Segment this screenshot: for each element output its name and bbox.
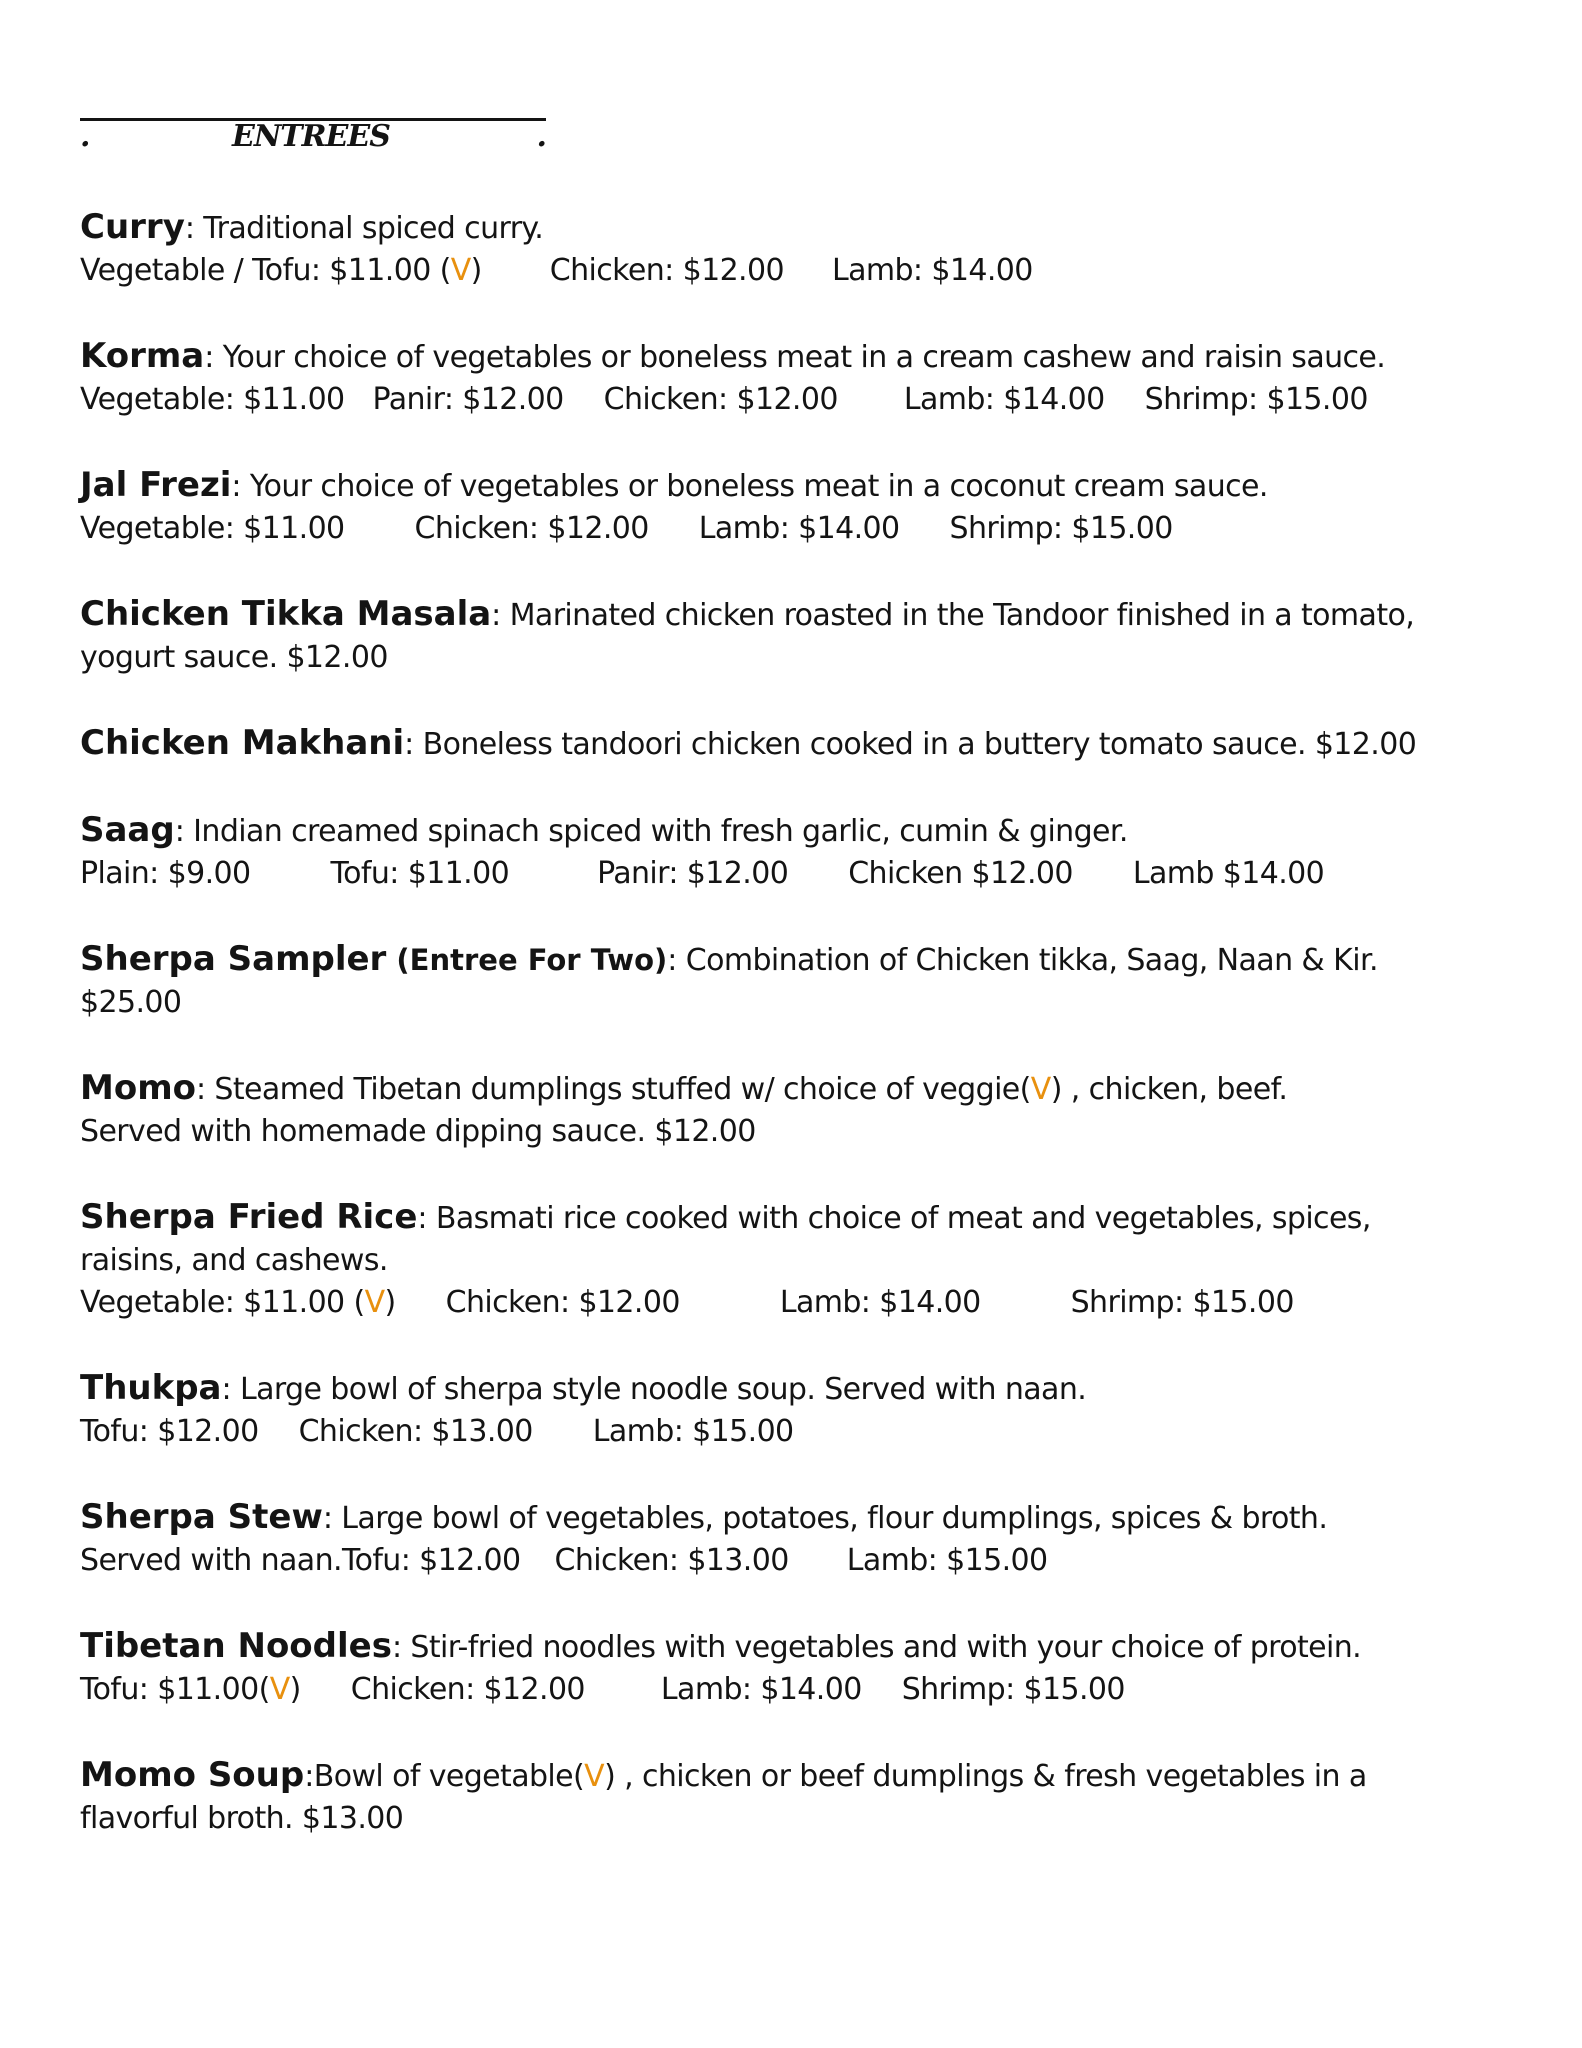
price-option	[597, 853, 788, 895]
item-price-line	[80, 1240, 1520, 1282]
price-text-close: )	[470, 253, 482, 288]
item-name: Saag	[80, 810, 175, 850]
item-description: Marinated chicken roasted in the Tandoor finished in a tomato,	[500, 598, 1415, 633]
item-description: Boneless tandoori chicken cooked in a buttery tomato sauce. $12.00	[413, 727, 1417, 762]
item-name: Chicken Makhani	[80, 723, 405, 763]
item-title-line	[80, 809, 1520, 853]
price-text: Shrimp: $15.00	[901, 1672, 1125, 1707]
price-option	[299, 1411, 533, 1453]
price-text: Lamb: $14.00	[698, 511, 900, 546]
price-option	[780, 1282, 981, 1324]
vegan-marker: V	[269, 1672, 290, 1707]
item-price-line	[80, 1669, 1520, 1711]
item-description-cont: ) , chicken or beef dumplings & fresh vegetables in a	[604, 1759, 1367, 1794]
vegan-marker: V	[450, 253, 471, 288]
item-title-line	[80, 938, 1520, 982]
price-option	[351, 1669, 585, 1711]
item-name: Curry	[80, 207, 185, 247]
item-name: Momo	[80, 1068, 196, 1108]
item-name: Tibetan Noodles	[80, 1626, 392, 1666]
item-price-line	[80, 1540, 1520, 1582]
menu-item	[80, 593, 1520, 679]
price-option	[550, 250, 784, 292]
item-separator: :	[667, 943, 677, 978]
price-option	[1071, 1282, 1294, 1324]
price-text: Tofu: $11.00(	[80, 1672, 270, 1707]
item-note: (Entree For Two)	[386, 943, 668, 977]
price-option	[1133, 853, 1324, 895]
price-text: Lamb: $14.00	[903, 382, 1105, 417]
price-option	[80, 1669, 301, 1711]
price-text: Served with naan.Tofu: $12.00	[80, 1543, 521, 1578]
item-price-line	[80, 982, 1520, 1024]
item-description: Large bowl of vegetables, potatoes, flour dumplings, spices & broth.	[332, 1501, 1328, 1536]
item-separator: :	[204, 340, 214, 375]
price-option	[555, 1540, 789, 1582]
item-name: Chicken Tikka Masala	[80, 594, 492, 634]
item-title-line	[80, 464, 1520, 508]
item-name: Korma	[80, 336, 205, 376]
menu-item	[80, 1067, 1520, 1153]
item-title-line	[80, 1367, 1520, 1411]
item-title-line	[80, 1754, 1520, 1798]
menu-item	[80, 938, 1520, 1024]
menu-item	[80, 722, 1520, 766]
item-price-line	[80, 1798, 1520, 1840]
price-option	[593, 1411, 794, 1453]
item-description: Your choice of vegetables or boneless meat in a cream cashew and raisin sauce.	[213, 340, 1386, 375]
item-price-line	[80, 1111, 1520, 1153]
price-text-close: )	[289, 1672, 301, 1707]
section-heading	[80, 118, 546, 154]
item-separator: :	[491, 598, 501, 633]
price-text: Lamb $14.00	[1132, 856, 1325, 891]
price-text: flavorful broth. $13.00	[80, 1801, 404, 1836]
item-price-line	[80, 379, 1520, 421]
price-option	[80, 1540, 521, 1582]
price-option	[80, 1798, 403, 1840]
price-option	[415, 508, 649, 550]
vegan-marker: V	[584, 1759, 605, 1794]
item-title-line	[80, 1625, 1520, 1669]
price-text: Tofu: $11.00	[330, 856, 510, 891]
price-text: Chicken: $12.00	[549, 253, 784, 288]
menu-item	[80, 1367, 1520, 1453]
item-separator: :	[231, 469, 241, 504]
price-text: yogurt sauce. $12.00	[80, 640, 388, 675]
price-option	[80, 1411, 259, 1453]
price-option	[80, 982, 181, 1024]
item-description: Your choice of vegetables or boneless meat in a coconut cream sauce.	[240, 469, 1268, 504]
price-option	[832, 250, 1033, 292]
price-option	[446, 1282, 680, 1324]
price-text: Lamb: $14.00	[779, 1285, 981, 1320]
price-text: Lamb: $15.00	[846, 1543, 1048, 1578]
item-title-line	[80, 593, 1520, 637]
price-option	[950, 508, 1173, 550]
item-separator: :	[322, 1501, 333, 1536]
price-text: Shrimp: $15.00	[1070, 1285, 1294, 1320]
item-price-line	[80, 853, 1520, 895]
price-option	[1145, 379, 1368, 421]
price-option	[661, 1669, 862, 1711]
menu-item	[80, 464, 1520, 550]
price-option	[331, 853, 510, 895]
item-separator: :	[304, 1759, 314, 1794]
price-text: Chicken: $13.00	[554, 1543, 789, 1578]
price-option	[604, 379, 838, 421]
item-description-cont: ) , chicken, beef.	[1050, 1072, 1288, 1107]
item-price-line	[80, 250, 1520, 292]
menu-item	[80, 1754, 1520, 1840]
item-price-line	[80, 1411, 1520, 1453]
price-text: Vegetable: $11.00 (	[80, 1285, 365, 1320]
price-text: Chicken $12.00	[848, 856, 1073, 891]
price-text: Chicken: $12.00	[350, 1672, 585, 1707]
item-name: Sherpa Fried Rice	[80, 1197, 418, 1237]
item-separator: :	[221, 1372, 232, 1407]
price-text: Lamb: $14.00	[831, 253, 1033, 288]
menu-item	[80, 1196, 1520, 1324]
heading-lead-dot: .	[80, 119, 90, 154]
vegan-marker: V	[364, 1285, 385, 1320]
menu-item	[80, 1625, 1520, 1711]
item-title-line	[80, 1196, 1520, 1240]
price-text: $25.00	[80, 985, 182, 1020]
price-option	[847, 1540, 1048, 1582]
price-text: Vegetable: $11.00	[80, 382, 345, 417]
menu-item	[80, 809, 1520, 895]
item-name: Sherpa Sampler	[80, 939, 387, 979]
price-text: Panir: $12.00	[597, 856, 789, 891]
price-option	[80, 250, 482, 292]
item-name: Jal Frezi	[80, 465, 232, 505]
item-description: Steamed Tibetan dumplings stuffed w/ choice of veggie(	[205, 1072, 1031, 1107]
item-name: Sherpa Stew	[80, 1497, 323, 1537]
price-text: Plain: $9.00	[80, 856, 251, 891]
item-separator: :	[195, 1072, 206, 1107]
item-title-line	[80, 206, 1520, 250]
heading-trail-dot: .	[536, 119, 546, 154]
item-description: Traditional spiced curry.	[194, 211, 544, 246]
price-option	[80, 1111, 756, 1153]
item-title-line	[80, 1496, 1520, 1540]
price-option	[80, 637, 388, 679]
item-description: Large bowl of sherpa style noodle soup. Served with naan.	[231, 1372, 1087, 1407]
price-option	[80, 853, 251, 895]
price-text: Served with homemade dipping sauce. $12.00	[80, 1114, 756, 1149]
entree-list	[80, 206, 1520, 1883]
price-text: Lamb: $15.00	[592, 1414, 794, 1449]
item-description: Basmati rice cooked with choice of meat and vegetables, spices,	[426, 1201, 1371, 1236]
price-option	[848, 853, 1073, 895]
price-option	[80, 508, 345, 550]
price-text: Shrimp: $15.00	[1144, 382, 1368, 417]
item-separator: :	[174, 814, 185, 849]
price-option	[699, 508, 900, 550]
item-separator: :	[404, 727, 414, 762]
price-option	[373, 379, 564, 421]
price-option	[904, 379, 1105, 421]
item-description: Stir-fried noodles with vegetables and with your choice of protein.	[401, 1630, 1362, 1665]
price-text: Panir: $12.00	[372, 382, 564, 417]
price-text: Chicken: $12.00	[445, 1285, 680, 1320]
item-description: Combination of Chicken tikka, Saag, Naan & Kir.	[676, 943, 1378, 978]
price-text: Shrimp: $15.00	[949, 511, 1173, 546]
price-text: raisins, and cashews.	[80, 1243, 388, 1278]
item-title-line	[80, 335, 1520, 379]
price-text: Vegetable / Tofu: $11.00 (	[80, 253, 451, 288]
item-price-line	[80, 1282, 1520, 1324]
item-name: Momo Soup	[80, 1755, 305, 1795]
item-price-line	[80, 637, 1520, 679]
item-separator: :	[417, 1201, 427, 1236]
item-title-line	[80, 722, 1520, 766]
price-option	[80, 1240, 388, 1282]
price-option	[80, 1282, 396, 1324]
item-title-line	[80, 1067, 1520, 1111]
price-text: Tofu: $12.00	[80, 1414, 259, 1449]
vegan-marker: V	[1030, 1072, 1051, 1107]
menu-item	[80, 335, 1520, 421]
item-description: Indian creamed spinach spiced with fresh garlic, cumin & ginger.	[184, 814, 1128, 849]
menu-item	[80, 206, 1520, 292]
price-text: Chicken: $13.00	[298, 1414, 533, 1449]
price-option	[80, 379, 345, 421]
price-text: Lamb: $14.00	[660, 1672, 862, 1707]
price-text: Chicken: $12.00	[603, 382, 838, 417]
price-text: Chicken: $12.00	[414, 511, 649, 546]
price-option	[902, 1669, 1125, 1711]
menu-item	[80, 1496, 1520, 1582]
item-separator: :	[184, 211, 195, 246]
item-separator: :	[391, 1630, 402, 1665]
price-text: Vegetable: $11.00	[80, 511, 345, 546]
item-description: Bowl of vegetable(	[313, 1759, 585, 1794]
price-text-close: )	[384, 1285, 396, 1320]
item-price-line	[80, 508, 1520, 550]
item-name: Thukpa	[80, 1368, 222, 1408]
section-title: ENTREES	[232, 119, 390, 154]
